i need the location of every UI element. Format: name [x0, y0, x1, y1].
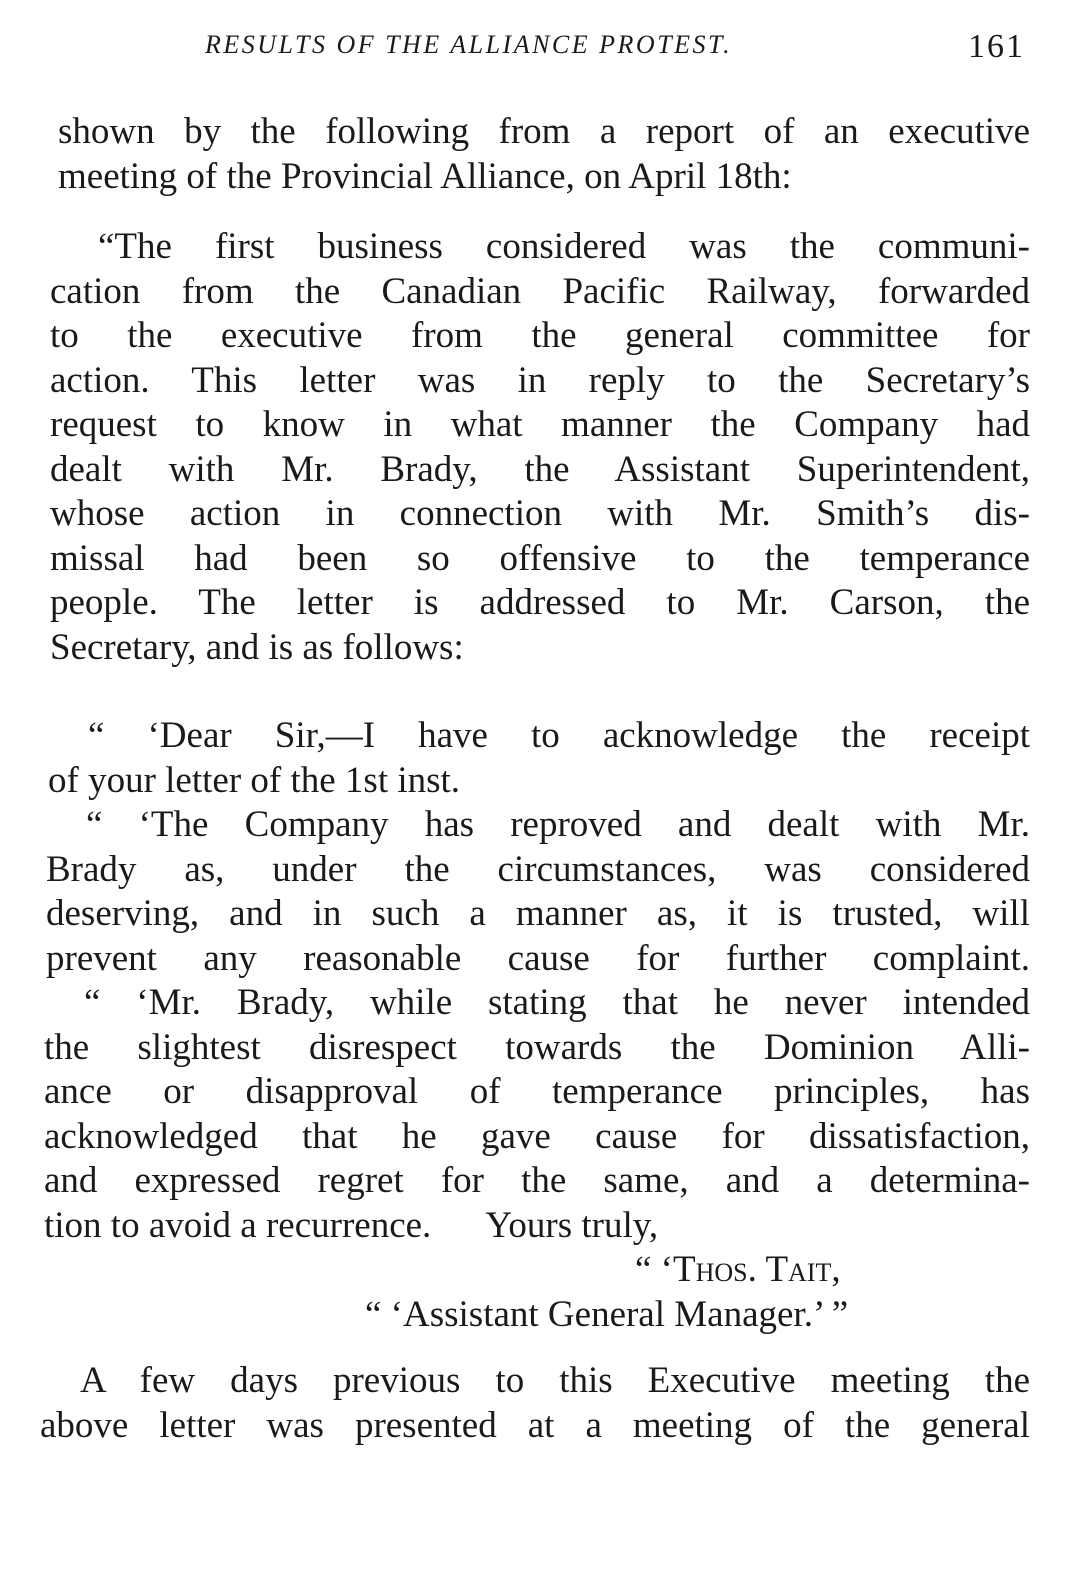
text-line: Secretary, and is as follows:: [50, 626, 464, 668]
text-line: request to know in what manner the Company had: [50, 404, 1030, 445]
text-line: missal had been so offensive to the temperance: [50, 537, 1030, 579]
letter-signature: [40, 1248, 1030, 1337]
report-paragraph: [40, 225, 1030, 670]
text-line: and expressed regret for the same, and a determina-: [44, 1160, 1030, 1201]
signature-name: “ ‘Thos. Tait,: [635, 1249, 841, 1290]
text-line: to the executive from the general committee for: [50, 315, 1030, 356]
closing-paragraph: [40, 1359, 1030, 1448]
text-line: action. This letter was in reply to the Secretary’s: [50, 359, 1030, 401]
signature-title: “ ‘Assistant General Manager.’ ”: [365, 1293, 849, 1335]
text-line: of your letter of the 1st inst.: [48, 759, 461, 801]
text-line: the slightest disrespect towards the Dominion Alli-: [44, 1026, 1030, 1068]
running-head: [0, 28, 1089, 78]
letter-opening: [40, 714, 1030, 803]
text-line: Brady as, under the circumstances, was considered: [46, 848, 1030, 890]
body-text: [40, 110, 1030, 1448]
text-line: shown by the following from a report of an executive: [58, 111, 1030, 152]
running-title: RESULTS OF THE ALLIANCE PROTEST.: [205, 30, 733, 59]
text-line: whose action in connection with Mr. Smith’s dis-: [50, 493, 1030, 534]
text-line: “The first business considered was the communi-: [98, 226, 1030, 267]
text-line: prevent any reasonable cause for further complaint.: [46, 937, 1030, 979]
text-line: ance or disapproval of temperance principles, has: [44, 1071, 1030, 1112]
text-line: A few days previous to this Executive meeting the: [80, 1360, 1030, 1401]
text-line: “ ‘The Company has reproved and dealt with Mr.: [86, 804, 1030, 845]
text-line: “ ‘Dear Sir,—I have to acknowledge the receipt: [88, 715, 1030, 756]
text-line: above letter was presented at a meeting of the general: [40, 1404, 1030, 1446]
text-line: deserving, and in such a manner as, it is trusted, will: [46, 893, 1030, 934]
intro-paragraph: [40, 110, 1030, 199]
text-line: “ ‘Mr. Brady, while stating that he never intended: [84, 982, 1030, 1023]
text-line: dealt with Mr. Brady, the Assistant Superintendent,: [50, 448, 1030, 490]
letter-company-paragraph: [40, 803, 1030, 981]
letter-brady-paragraph: [40, 981, 1030, 1248]
text-line: acknowledged that he gave cause for dissatisfaction,: [44, 1115, 1030, 1157]
text-line: cation from the Canadian Pacific Railway, forwarded: [50, 270, 1030, 312]
page-number: 161: [968, 28, 1025, 65]
text-line: people. The letter is addressed to Mr. Carson, the: [50, 582, 1030, 623]
text-line: tion to avoid a recurrence. Yours truly,: [44, 1204, 659, 1246]
text-line: meeting of the Provincial Alliance, on April 18th:: [58, 155, 792, 197]
